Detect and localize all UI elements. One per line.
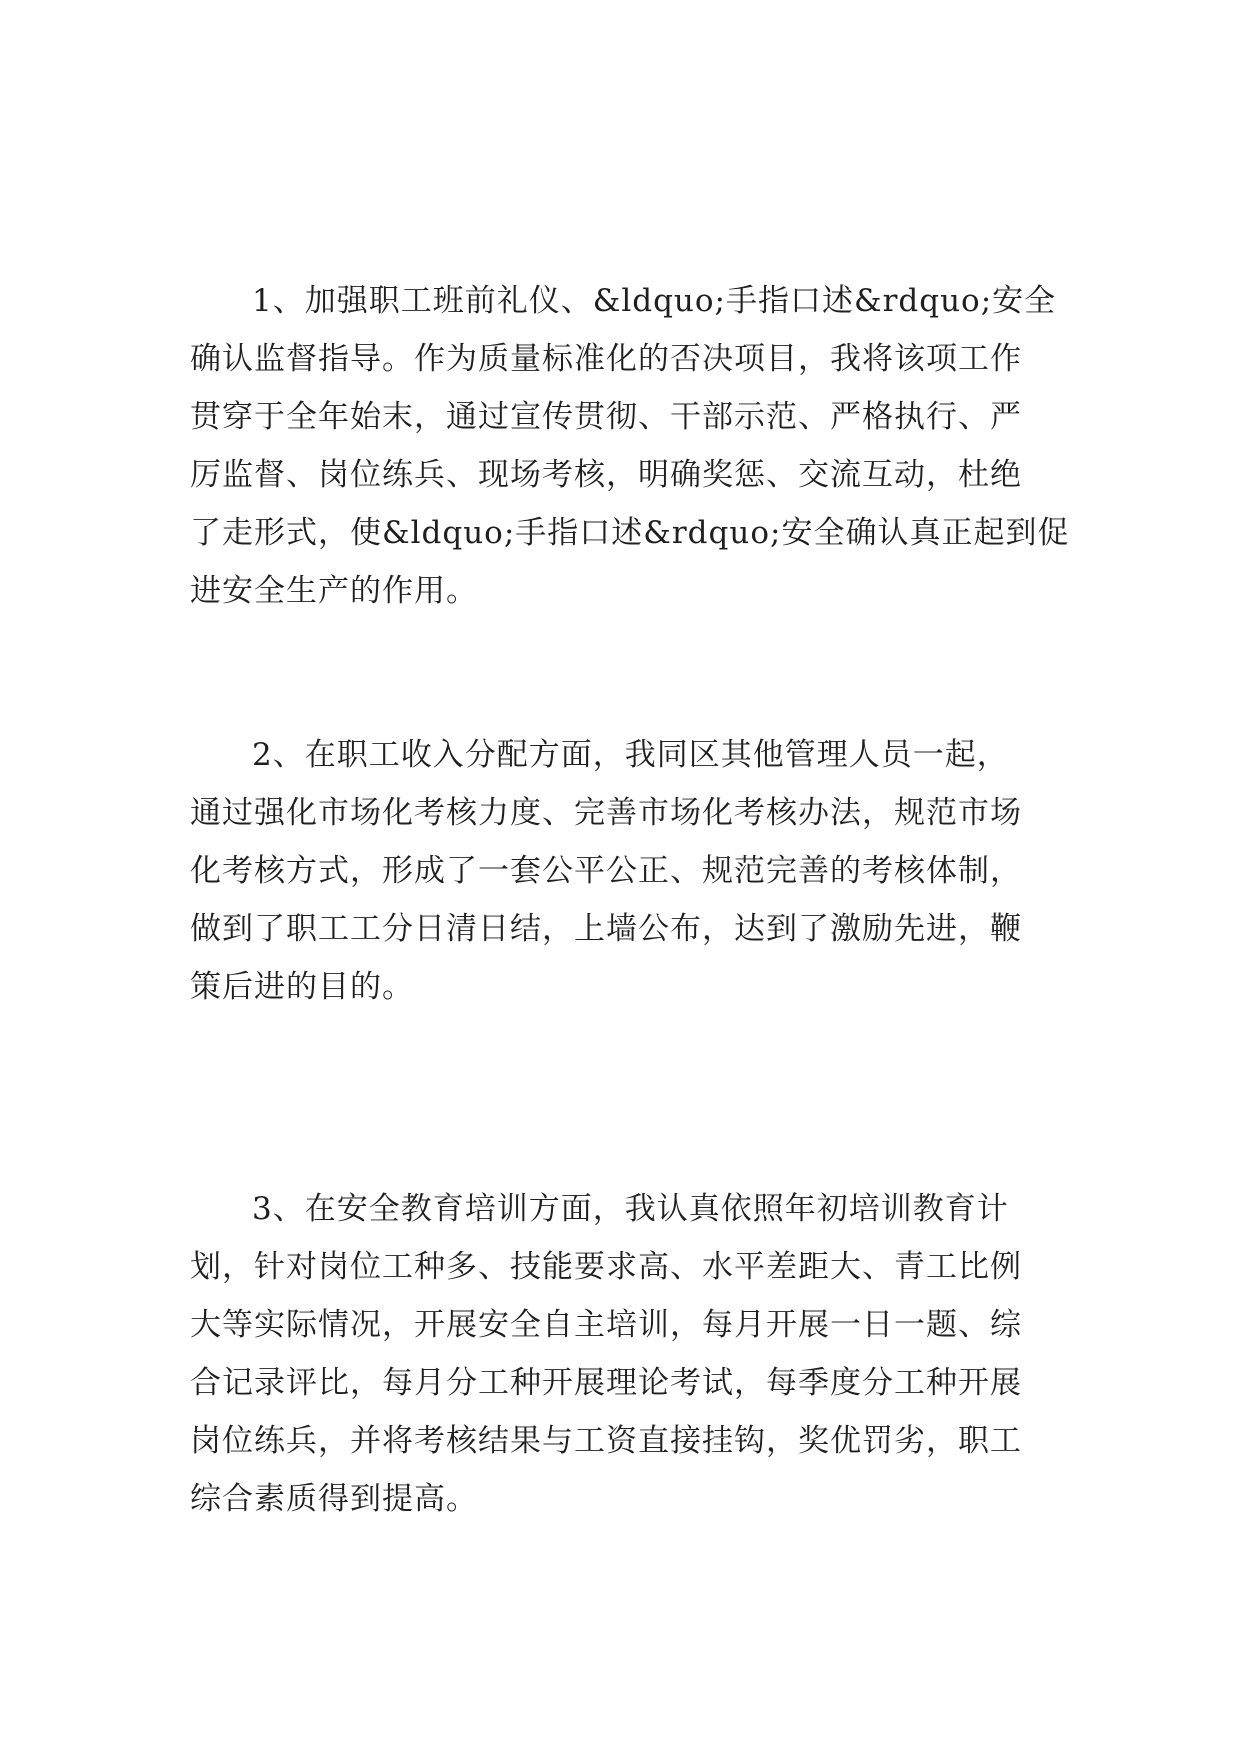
paragraph-line: 3、在安全教育培训方面，我认真依照年初培训教育计 [252, 1191, 1009, 1227]
paragraph-line: 化考核方式，形成了一套公平公正、规范完善的考核体制， [190, 853, 1022, 889]
paragraph-line: 贯穿于全年始末，通过宣传贯彻、干部示范、严格执行、严 [190, 399, 1022, 435]
paragraph-line: 确认监督指导。作为质量标准化的否决项目，我将该项工作 [190, 341, 1022, 377]
paragraph-2 [190, 726, 1060, 1016]
paragraph-line: 2、在职工收入分配方面，我同区其他管理人员一起， [252, 737, 1009, 773]
paragraph-line: 进安全生产的作用。 [190, 573, 478, 609]
paragraph-line: 了走形式，使&ldquo;手指口述&rdquo;安全确认真正起到促 [190, 515, 1070, 551]
paragraph-1 [190, 272, 1070, 620]
paragraph-line: 厉监督、岗位练兵、现场考核，明确奖惩、交流互动，杜绝 [190, 457, 1022, 493]
paragraph-line: 1、加强职工班前礼仪、&ldquo;手指口述&rdquo;安全 [252, 283, 1057, 319]
paragraph-line: 综合素质得到提高。 [190, 1481, 478, 1517]
paragraph-line: 合记录评比，每月分工种开展理论考试，每季度分工种开展 [190, 1365, 1022, 1401]
paragraph-line: 划，针对岗位工种多、技能要求高、水平差距大、青工比例 [190, 1249, 1022, 1285]
paragraph-line: 岗位练兵，并将考核结果与工资直接挂钩，奖优罚劣，职工 [190, 1423, 1022, 1459]
paragraph-line: 做到了职工工分日清日结，上墙公布，达到了激励先进，鞭 [190, 911, 1022, 947]
paragraph-line: 大等实际情况，开展安全自主培训，每月开展一日一题、综 [190, 1307, 1022, 1343]
paragraph-line: 通过强化市场化考核力度、完善市场化考核办法，规范市场 [190, 795, 1022, 831]
paragraph-line: 策后进的目的。 [190, 969, 414, 1005]
paragraph-3 [190, 1180, 1060, 1528]
